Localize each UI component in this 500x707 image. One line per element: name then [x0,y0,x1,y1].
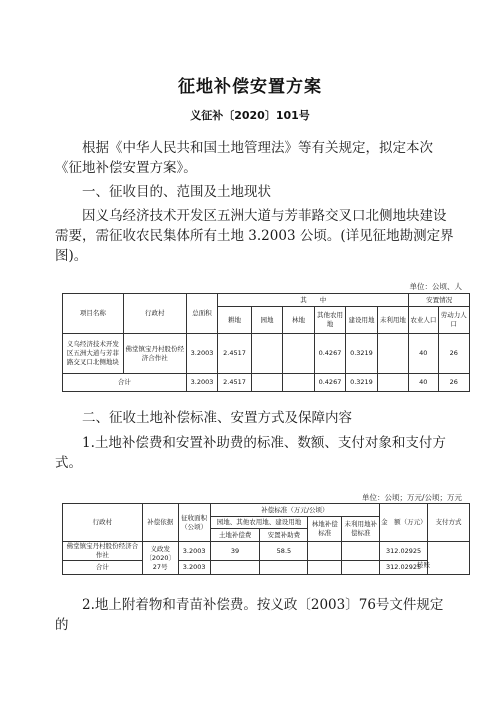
cell-project-name: 义乌经济技术开发区五洲大道与芳菲路交叉口北侧地块 [63,334,124,374]
item-1-text: 1.土地补偿费和安置补助费的标准、数额、支付对象和支付方式。 [55,435,446,471]
header-total-area: 总面积 [186,294,217,334]
header-farmland: 耕地 [218,307,252,334]
cell-unused-comp [342,542,380,561]
header-agri-pop: 农业人口 [409,307,438,334]
header-standard: 补偿标准（万元/公顷） [210,504,379,517]
header-among: 其 中 [218,294,409,307]
cell-resettle-comp: 58.5 [260,542,308,561]
header-project-name: 项目名称 [63,294,124,334]
cell-construction-sum: 0.3219 [346,374,377,392]
table-row [63,542,470,561]
cell-amount: 312.02925 [380,542,428,561]
header-unused-comp: 未利用地补偿标准 [342,517,380,542]
payment-method-text: 转账 [417,561,430,569]
cell-forest-sum [283,374,314,392]
cell-forest-comp [308,542,342,561]
header-amount: 金 额（万元） [380,504,428,542]
table-row [63,334,470,374]
header-resettlement: 安置情况 [409,294,470,307]
cell-farmland-sum: 2.4517 [218,374,252,392]
header-village: 行政村 [63,504,143,542]
header-payment: 支付方式 [428,504,470,542]
cell-labor-pop: 26 [438,334,470,374]
header-basis: 补偿依据 [142,504,178,542]
compensation-table [62,503,470,575]
table-total-row [63,561,470,575]
intro-paragraph: 根据《中华人民共和国土地管理法》等有关规定，拟定本次《征地补偿安置方案》。 [55,140,433,176]
cell-total-label: 合计 [63,374,187,392]
cell-farmland: 2.4517 [218,334,252,374]
cell-payment [428,542,470,575]
cell-agri-pop: 40 [409,334,438,374]
header-forest: 林地 [283,307,314,334]
cell-total-label: 合计 [63,561,143,575]
cell-total-area: 3.2003 [186,334,217,374]
header-area: 征收面积（公顷） [178,504,210,542]
header-garden: 园地 [251,307,282,334]
cell-area: 3.2003 [178,542,210,561]
cell-forest [283,334,314,374]
cell-village: 佛堂镇宝丹村股份经济合作社 [123,334,186,374]
cell-amount-sum: 312.02925 [380,561,428,575]
cell-garden [251,334,282,374]
table-1-units: 单位：公顷、人 [409,282,462,291]
header-village: 行政村 [123,294,186,334]
cell-other-agri-sum: 0.4267 [314,374,345,392]
cell-basis: 义政发〔2020〕27号 [142,542,178,575]
header-land-comp: 土地补偿费 [210,529,260,542]
document-title: 征地补偿安置方案 [178,77,322,97]
header-unused: 未利用地 [377,307,408,334]
header-sub-garden: 园地、其他农用地、建设用地 [210,517,308,529]
land-status-table [62,293,470,392]
cell-labor-pop-sum: 26 [438,374,470,392]
section-2-heading: 二、征收土地补偿标准、安置方式及保障内容 [82,410,352,426]
cell-garden-sum [251,374,282,392]
header-resettle-comp: 安置补助费 [260,529,308,542]
header-labor-pop: 劳动力人口 [438,307,470,334]
table-total-row [63,374,470,392]
header-forest-comp: 林地补偿标准 [308,517,342,542]
table-2-units: 单位：公顷；万元/公顷；万元 [361,493,462,502]
cell-unused [377,334,408,374]
header-other-agri: 其他农用地 [314,307,345,334]
document-number: 义征补〔2020〕101号 [190,109,310,122]
cell-unused-sum [377,374,408,392]
cell-other-agri: 0.4267 [314,334,345,374]
cell-village: 佛堂镇宝丹村股份经济合作社 [63,542,143,561]
cell-agri-pop-sum: 40 [409,374,438,392]
section-1-heading: 一、征收目的、范围及土地现状 [82,184,271,200]
section-1-body: 因义乌经济技术开发区五洲大道与芳菲路交叉口北侧地块建设需要，需征收农民集体所有土地 3.2003 公顷。(详见征地勘测定界图)。 [55,208,454,264]
cell-construction: 0.3219 [346,334,377,374]
header-construction: 建设用地 [346,307,377,334]
cell-total-area-sum: 3.2003 [186,374,217,392]
cell-land-comp: 39 [210,542,260,561]
cell-area-sum: 3.2003 [178,561,210,575]
item-2-text: 2.地上附着物和青苗补偿费。按义政〔2003〕76号文件规定的 [55,597,444,633]
